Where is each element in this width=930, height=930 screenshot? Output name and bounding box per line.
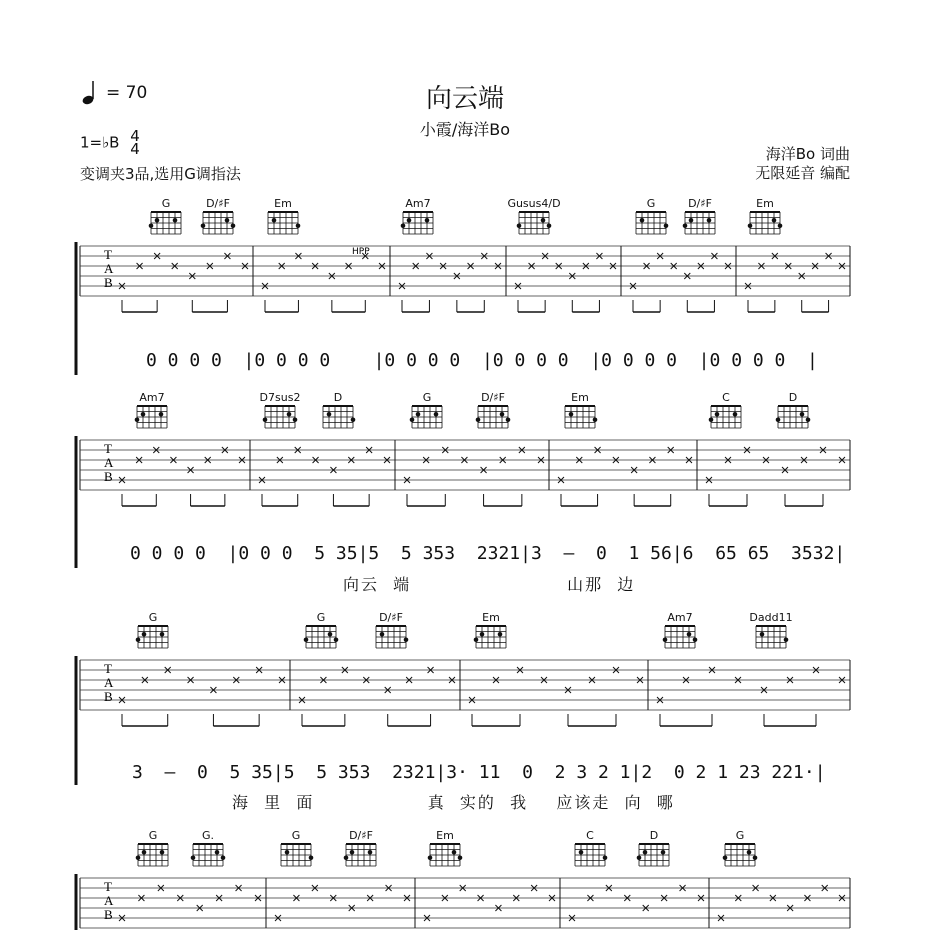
chord-dot bbox=[416, 412, 421, 417]
chord-name: D7sus2 bbox=[259, 391, 301, 404]
chord-dot bbox=[640, 218, 645, 223]
chord-dot bbox=[664, 223, 669, 228]
chord-dot bbox=[579, 850, 584, 855]
chord-dot bbox=[215, 850, 220, 855]
chord-name: Am7 bbox=[405, 197, 431, 210]
chord-name: D/♯F bbox=[688, 197, 712, 210]
chord-dot bbox=[772, 218, 777, 223]
chord-name: G bbox=[316, 611, 326, 624]
chord-name: Dadd11 bbox=[749, 611, 793, 624]
key-label: 1=♭B bbox=[80, 133, 120, 152]
chord-name: G bbox=[291, 829, 301, 842]
chord-dot bbox=[663, 637, 668, 642]
chord-dot bbox=[425, 218, 430, 223]
capo-note: 变调夹3品,选用G调指法 bbox=[80, 165, 241, 183]
chord-dot bbox=[715, 412, 720, 417]
chord-dot bbox=[401, 223, 406, 228]
chord-dot bbox=[285, 850, 290, 855]
chord-dot bbox=[500, 412, 505, 417]
chord-dot bbox=[733, 412, 738, 417]
chord-name: Am7 bbox=[667, 611, 693, 624]
chord-dot bbox=[231, 223, 236, 228]
row3-numbers: 3 – 0 5 35|5 5 353 2321|3· 11 0 2 3 2 1|2 0 2 1 23 221·| bbox=[132, 762, 826, 783]
tab-letter: B bbox=[104, 275, 113, 290]
chord-dot bbox=[637, 855, 642, 860]
chord-dot bbox=[160, 632, 165, 637]
tab-letter: T bbox=[104, 879, 112, 894]
chord-dot bbox=[142, 632, 147, 637]
row1-numbers: 0 0 0 0 |0 0 0 0 |0 0 0 0 |0 0 0 0 |0 0 0 0 |0 0 0 0 | bbox=[146, 350, 818, 371]
tab-letter: A bbox=[104, 261, 114, 276]
tab-letter: T bbox=[104, 247, 112, 262]
chord-name: G bbox=[735, 829, 745, 842]
chord-name: G bbox=[148, 611, 158, 624]
chord-dot bbox=[547, 223, 552, 228]
tab-letter: A bbox=[104, 455, 114, 470]
credit-lyrics-music: 海洋Bo 词曲 bbox=[765, 145, 850, 163]
chord-name: Am7 bbox=[139, 391, 165, 404]
chord-dot bbox=[149, 223, 154, 228]
chord-name: Em bbox=[482, 611, 500, 624]
chord-name: C bbox=[722, 391, 730, 404]
chord-name: G bbox=[161, 197, 171, 210]
chord-dot bbox=[404, 637, 409, 642]
chord-dot bbox=[293, 417, 298, 422]
hpp-label: HPP bbox=[352, 247, 370, 257]
row3-lyrics: 海 里 面 真 实的 我 应该走 向 哪 bbox=[232, 793, 675, 812]
chord-dot bbox=[693, 637, 698, 642]
chord-dot bbox=[806, 417, 811, 422]
tab-letter: A bbox=[104, 893, 114, 908]
chord-name: G bbox=[422, 391, 432, 404]
chord-dot bbox=[334, 637, 339, 642]
chord-dot bbox=[159, 412, 164, 417]
tempo-value: = 70 bbox=[106, 83, 148, 103]
chord-dot bbox=[434, 412, 439, 417]
tab-letter: A bbox=[104, 675, 114, 690]
chord-dot bbox=[155, 218, 160, 223]
chord-dot bbox=[760, 632, 765, 637]
chord-dot bbox=[784, 637, 789, 642]
chord-dot bbox=[498, 632, 503, 637]
chord-dot bbox=[304, 637, 309, 642]
chord-dot bbox=[476, 417, 481, 422]
chord-name: D bbox=[788, 391, 798, 404]
chord-dot bbox=[344, 855, 349, 860]
chord-dot bbox=[748, 223, 753, 228]
chord-dot bbox=[287, 412, 292, 417]
chord-name: Em bbox=[571, 391, 589, 404]
chord-name: G bbox=[646, 197, 656, 210]
chord-dot bbox=[328, 632, 333, 637]
chord-dot bbox=[428, 855, 433, 860]
chord-dot bbox=[225, 218, 230, 223]
chord-dot bbox=[517, 223, 522, 228]
chord-dot bbox=[368, 850, 373, 855]
chord-dot bbox=[327, 412, 332, 417]
chord-dot bbox=[160, 850, 165, 855]
chord-dot bbox=[593, 417, 598, 422]
song-artist: 小霞/海洋Bo bbox=[419, 120, 511, 139]
credit-arranger: 无限延音 编配 bbox=[755, 164, 850, 182]
chord-dot bbox=[474, 637, 479, 642]
row2-numbers: 0 0 0 0 |0 0 0 5 35|5 5 353 2321|3 – 0 1 56|6 65 65 3532| bbox=[130, 543, 846, 564]
chord-name: Em bbox=[756, 197, 774, 210]
tab-letter: B bbox=[104, 689, 113, 704]
chord-dot bbox=[776, 417, 781, 422]
chord-dot bbox=[603, 855, 608, 860]
chord-name: G. bbox=[201, 829, 215, 842]
chord-name: Em bbox=[274, 197, 292, 210]
chord-name: Em bbox=[436, 829, 454, 842]
chord-dot bbox=[263, 417, 268, 422]
chord-dot bbox=[458, 855, 463, 860]
chord-dot bbox=[351, 417, 356, 422]
chord-dot bbox=[480, 632, 485, 637]
chord-dot bbox=[747, 850, 752, 855]
chord-dot bbox=[452, 850, 457, 855]
chord-name: Gusus4/D bbox=[507, 197, 561, 210]
song-title: 向云端 bbox=[425, 84, 504, 114]
chord-dot bbox=[136, 855, 141, 860]
chord-dot bbox=[707, 218, 712, 223]
time-signature: 4 4 bbox=[130, 127, 140, 158]
chord-dot bbox=[709, 417, 714, 422]
chord-dot bbox=[272, 218, 277, 223]
tab-letter: T bbox=[104, 661, 112, 676]
chord-dot bbox=[506, 417, 511, 422]
chord-dot bbox=[191, 855, 196, 860]
chord-dot bbox=[569, 412, 574, 417]
chord-dot bbox=[136, 637, 141, 642]
chord-dot bbox=[683, 223, 688, 228]
chord-dot bbox=[201, 223, 206, 228]
chord-dot bbox=[350, 850, 355, 855]
tab-letter: B bbox=[104, 907, 113, 922]
chord-name: D/♯F bbox=[349, 829, 373, 842]
chord-dot bbox=[778, 223, 783, 228]
chord-dot bbox=[141, 412, 146, 417]
chord-dot bbox=[541, 218, 546, 223]
chord-dot bbox=[687, 632, 692, 637]
chord-name: G bbox=[148, 829, 158, 842]
chord-dot bbox=[643, 850, 648, 855]
chord-dot bbox=[173, 218, 178, 223]
tab-letter: B bbox=[104, 469, 113, 484]
chord-name: D/♯F bbox=[481, 391, 505, 404]
chord-name: D bbox=[649, 829, 659, 842]
chord-name: D bbox=[333, 391, 343, 404]
chord-dot bbox=[410, 417, 415, 422]
chord-dot bbox=[135, 417, 140, 422]
chord-dot bbox=[142, 850, 147, 855]
chord-dot bbox=[296, 223, 301, 228]
chord-dot bbox=[800, 412, 805, 417]
chord-dot bbox=[661, 850, 666, 855]
chord-dot bbox=[723, 855, 728, 860]
chord-dot bbox=[753, 855, 758, 860]
chord-dot bbox=[221, 855, 226, 860]
chord-name: D/♯F bbox=[206, 197, 230, 210]
chord-dot bbox=[407, 218, 412, 223]
chord-dot bbox=[689, 218, 694, 223]
chord-dot bbox=[309, 855, 314, 860]
chord-name: D/♯F bbox=[379, 611, 403, 624]
tab-letter: T bbox=[104, 441, 112, 456]
chord-name: C bbox=[586, 829, 594, 842]
row2-lyrics: 向云 端 山那 边 bbox=[343, 575, 636, 594]
chord-dot bbox=[380, 632, 385, 637]
